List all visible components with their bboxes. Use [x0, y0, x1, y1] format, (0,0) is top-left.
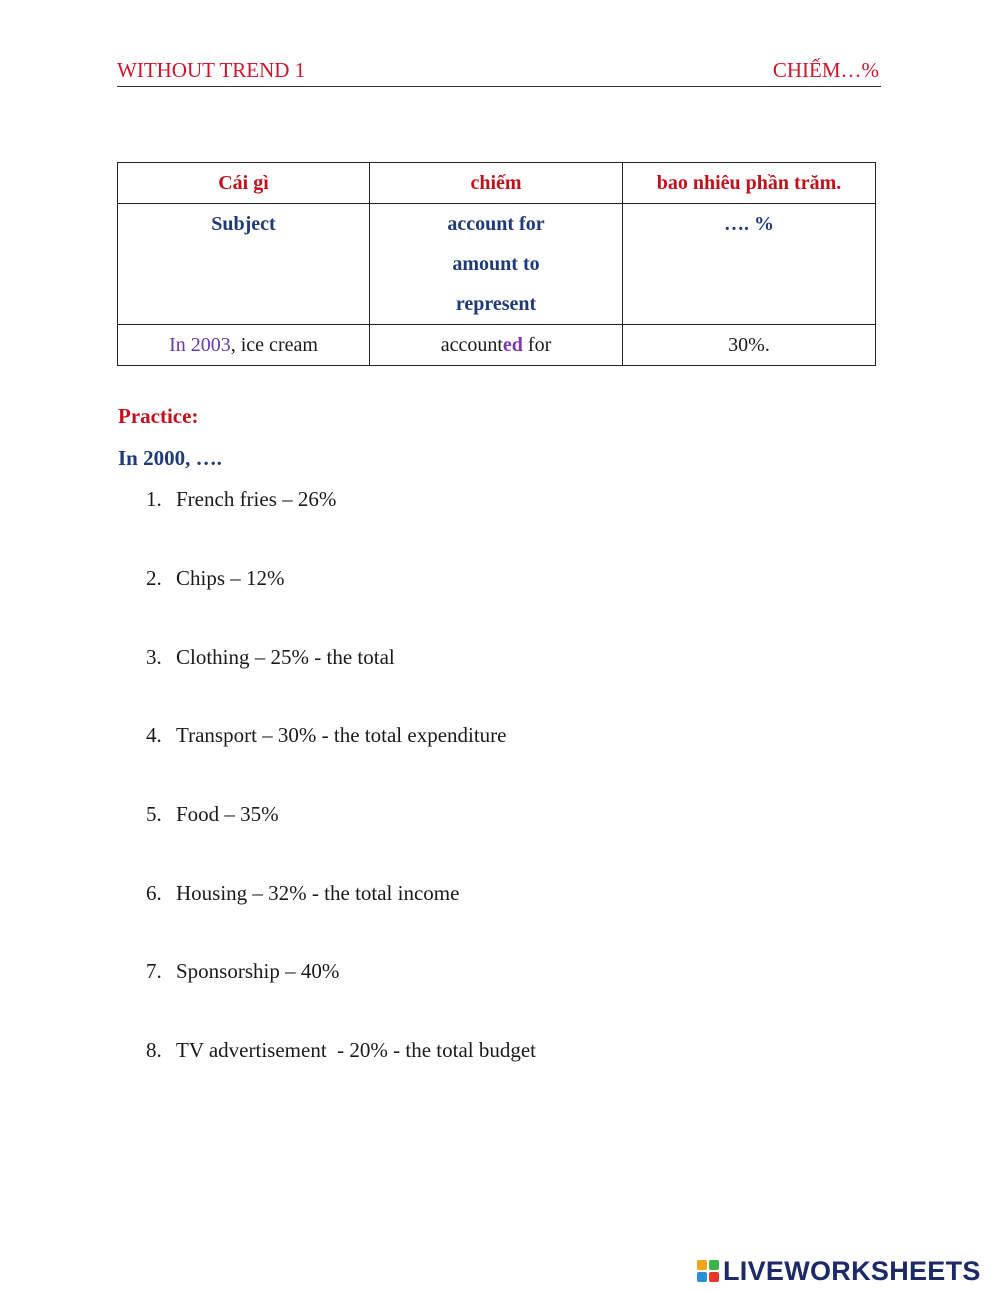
header-title: WITHOUT TREND 1	[117, 58, 306, 82]
exercise-text: TV advertisement - 20% - the total budget	[176, 1038, 537, 1062]
exercise-number: 3.	[146, 645, 162, 669]
exercise-text: Food – 35%	[176, 802, 279, 826]
exercise-item	[146, 802, 279, 827]
verb-option: amount to	[452, 253, 540, 275]
table-header-cell: chiếm	[370, 163, 623, 204]
exercise-text: French fries – 26%	[176, 487, 337, 511]
logo-square	[697, 1272, 707, 1282]
exercise-text: Transport – 30% - the total expenditure	[176, 723, 507, 747]
exercise-text: Sponsorship – 40%	[176, 959, 340, 983]
structure-value: …. %	[623, 204, 876, 325]
practice-label: Practice:	[118, 404, 199, 428]
structure-subject: Subject	[118, 204, 370, 325]
exercise-number: 7.	[146, 959, 162, 983]
liveworksheets-logo	[697, 1256, 981, 1286]
practice-intro: In 2000, ….	[118, 446, 222, 470]
verb-option: account for	[447, 213, 545, 235]
header-topic: CHIẾM…%	[772, 58, 879, 82]
exercise-number: 1.	[146, 487, 162, 511]
exercise-item	[146, 1038, 536, 1063]
logo-text: LIVEWORKSHEETS	[723, 1255, 981, 1286]
logo-square	[709, 1260, 719, 1270]
logo-square	[697, 1260, 707, 1270]
exercise-item	[146, 645, 395, 670]
table-header-cell: Cái gì	[118, 163, 370, 204]
table-structure-row	[118, 204, 876, 325]
exercise-item	[146, 487, 336, 512]
logo-mark-icon	[697, 1260, 719, 1282]
grammar-table	[117, 162, 876, 366]
table-header-cell: bao nhiêu phần trăm.	[623, 163, 876, 204]
logo-square	[709, 1272, 719, 1282]
table-example-row	[118, 325, 876, 366]
example-verb-suffix: ed	[502, 334, 523, 356]
exercise-number: 5.	[146, 802, 162, 826]
exercise-text: Housing – 32% - the total income	[176, 881, 460, 905]
exercise-number: 4.	[146, 723, 162, 747]
structure-verbs	[370, 204, 623, 325]
exercise-text: Chips – 12%	[176, 566, 285, 590]
exercise-item	[146, 959, 339, 984]
exercise-item	[146, 566, 285, 591]
page-header	[117, 56, 881, 87]
example-subject-text: , ice cream	[230, 334, 318, 356]
exercise-number: 2.	[146, 566, 162, 590]
exercise-number: 6.	[146, 881, 162, 905]
exercise-text: Clothing – 25% - the total	[176, 645, 395, 669]
example-verb-rest: for	[522, 334, 552, 356]
verb-option: represent	[455, 293, 537, 315]
example-verb	[370, 325, 623, 366]
example-value: 30%.	[623, 325, 876, 366]
table-header-row	[118, 163, 876, 204]
exercise-number: 8.	[146, 1038, 162, 1062]
example-verb-stem: account	[440, 334, 503, 356]
exercise-item	[146, 881, 459, 906]
exercise-item	[146, 723, 507, 748]
example-subject	[118, 325, 370, 366]
example-time: In 2003	[169, 334, 231, 356]
